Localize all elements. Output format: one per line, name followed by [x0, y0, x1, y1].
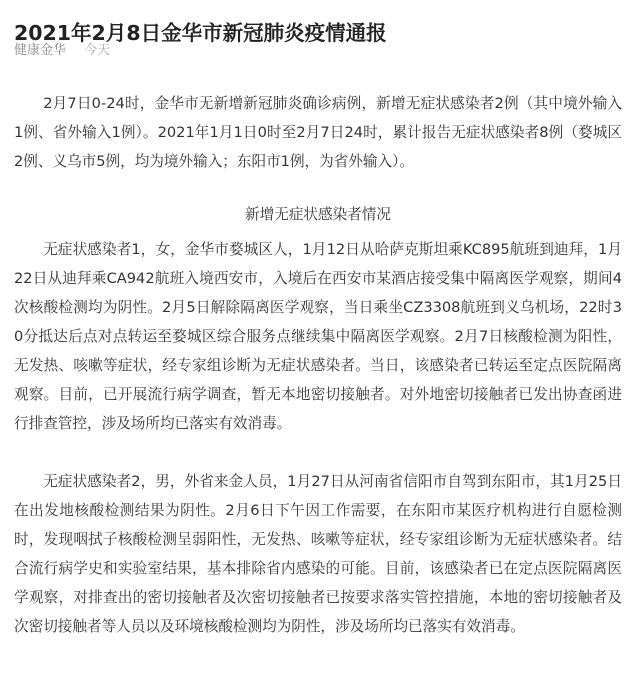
- section-heading: 新增无症状感染者情况: [245, 206, 391, 223]
- publish-time: 今天: [84, 43, 111, 58]
- source-account-link[interactable]: 健康金华: [14, 43, 67, 58]
- case-2-paragraph: 无症状感染者2，男，外省来金人员，1月27日从河南省信阳市自驾到东阳市，其1月25日在出发地核酸检测结果为阴性。2月6日下午因工作需要，在东阳市某医疗机构进行自愿检测时，发现咽拭子核酸检测呈弱阳性，无发热、咳嗽等症状，经专家组诊断为无症状感染者。结合流行病学史和实验室结果，基本排除省内感染的可能。目前，该感染者已在定点医院隔离医学观察，对排查出的密切接触者及次密切接触者已按要求落实管控措施，本地的密切接触者及次密切接触者等人员以及环境核酸检测均为阴性，涉及场所均已落实有效消毒。: [14, 473, 622, 635]
- case-1-paragraph: 无症状感染者1，女，金华市婺城区人，1月12日从哈萨克斯坦乘KC895航班到迪拜，1月22日从迪拜乘CA942航班入境西安市，入境后在西安市某酒店接受集中隔离医学观察，期间4次核酸检测均为阴性。2月5日解除隔离医学观察，当日乘坐CZ3308航班到义乌机场，22时30分抵达后点对点转运至婺城区综合服务点继续集中隔离医学观察。2月7日核酸检测为阳性，无发热、咳嗽等症状，经专家组诊断为无症状感染者。当日，该感染者已转运至定点医院隔离观察。目前，已开展流行病学调查，暂无本地密切接触者。对外地密切接触者已发出协查函进行排查管控，涉及场所均已落实有效消毒。: [14, 241, 622, 432]
- article-body: [14, 89, 622, 641]
- article-title: 2021年2月8日金华市新冠肺炎疫情通报: [14, 20, 387, 45]
- summary-paragraph: 2月7日0-24时，金华市无新增新冠肺炎确诊病例，新增无症状感染者2例（其中境外输入1例、省外输入1例）。2021年1月1日0时至2月7日24时，累计报告无症状感染者8例（婺城区2例、义乌市5例，均为境外输入；东阳市1例，为省外输入）。: [14, 95, 622, 170]
- article-meta: [14, 41, 110, 61]
